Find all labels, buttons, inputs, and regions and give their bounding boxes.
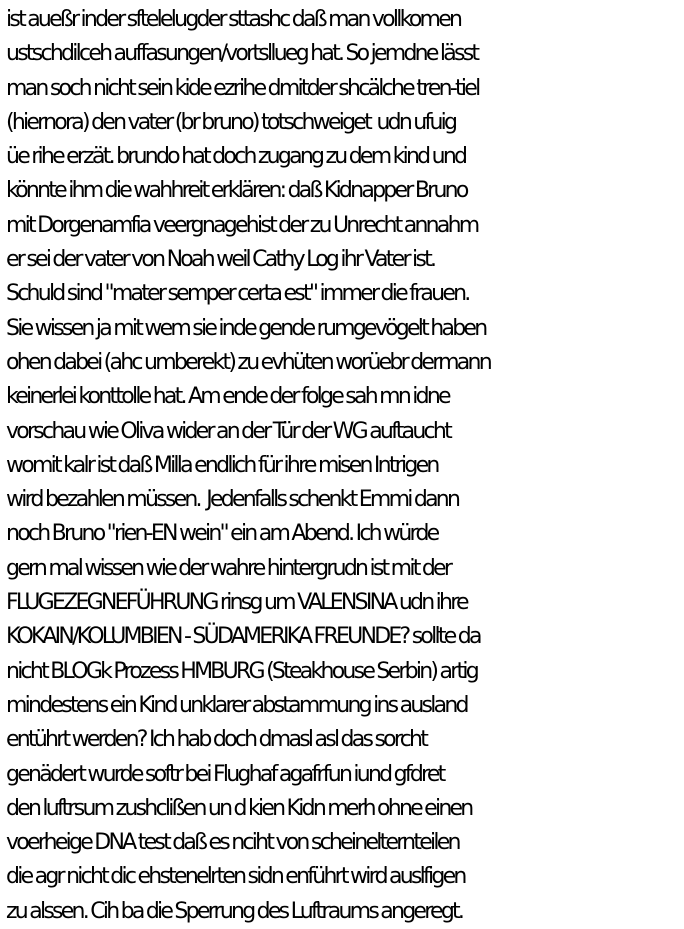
text-line-1: ist aueßr inder sftelelugder sttashc daß man vollkomen: [6, 7, 461, 32]
text-line-16: noch Bruno "rien-EN wein" ein am Abend. Ich würde: [6, 521, 438, 547]
text-line-26: die agr nicht dic ehstenelrten sidn enführt wird auslfigen: [6, 864, 465, 890]
text-line-19: KOKAIN/KOLUMBIEN - SÜDAMERIKA FREUNDE? sollte da: [6, 624, 480, 650]
text-line-2: ustschdilceh auffasungen/vortsllueg hat. So jemdne lässt: [6, 41, 478, 67]
text-line-3: man soch nicht sein kide ezrihe dmitder shcälche tren-tiel: [6, 75, 479, 101]
text-line-10: Sie wissen ja mit wem sie inde gende rumgevögelt haben: [6, 315, 486, 341]
text-line-6: könnte ihm die wahhreit erklären: daß Kidnapper Bruno: [6, 178, 467, 204]
text-line-8: er sei der vater von Noah weil Cathy Log ihr Vater ist.: [6, 247, 435, 273]
body-text: [6, 3, 684, 929]
text-line-27: zu alssen. Cih ba die Sperrung des Luftraums angeregt.: [6, 898, 463, 924]
text-line-4: (hiernora) den vater (br bruno) totschweiget udn ufuig: [6, 109, 456, 135]
text-line-5: üe rihe erzät. brundo hat doch zugang zu dem kind und: [6, 144, 466, 170]
text-line-24: den luftrsum zushclißen un d kien Kidn merh ohne einen: [6, 795, 472, 821]
text-line-21: mindestens ein Kind unklarer abstammung ins ausland: [6, 692, 467, 718]
text-line-23: genädert wurde softr bei Flughaf agafrfun iund gfdret: [6, 761, 444, 787]
text-line-18: FLUGEZEGNEFÜHRUNG rinsg um VALENSINA udn ihre: [6, 590, 467, 616]
text-line-15: wird bezahlen müssen. Jedenfalls schenkt Emmi dann: [6, 487, 459, 513]
text-line-9: Schuld sind "mater semper certa est" immer die frauen.: [6, 281, 469, 307]
text-line-12: keinerlei konttolle hat. Am ende der folge sah mn idne: [6, 384, 449, 410]
text-line-13: vorschau wie Oliva wider an der Tür der WG auftaucht: [6, 418, 450, 444]
text-line-17: gern mal wissen wie der wahre hintergrudn ist mit der: [6, 555, 451, 581]
text-line-25: voerheige DNA test daß es nciht von scheinelternteilen: [6, 830, 459, 856]
text-line-14: womit kalr ist daß Milla endlich für ihre misen Intrigen: [6, 452, 438, 478]
text-line-11: ohen dabei (ahc umberekt) zu evhüten worüebr dermann: [6, 349, 490, 375]
text-line-22: entührt werden? Ich hab doch dmasl asl das sorcht: [6, 727, 427, 753]
text-line-7: mit Dorgenamfia veergnagehist der zu Unrecht annahm: [6, 212, 478, 238]
text-line-20: nicht BLOGk Prozess HMBURG (Steakhouse Serbin) artig: [6, 658, 477, 684]
